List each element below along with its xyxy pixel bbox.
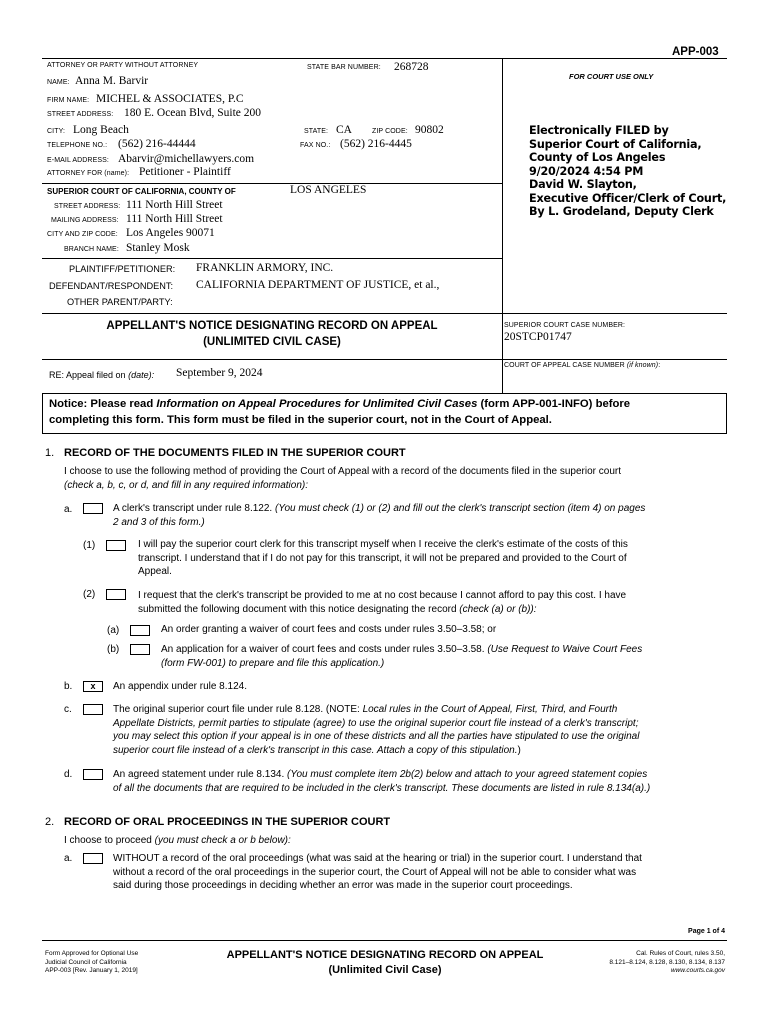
item-1a1-line: transcript. I understand that if I do not pay for this transcript, it will not be prepared and provided to the Court of <box>138 552 627 564</box>
section2-intro: I choose to proceed (you must check a or b below): <box>64 835 291 846</box>
fax-value[interactable]: (562) 216-4445 <box>340 138 412 150</box>
county-value[interactable]: LOS ANGELES <box>290 184 367 196</box>
item-1c-line3: you may select this option if your appeal is in one of these districts and all the parties have stipulated to use the original <box>113 731 640 742</box>
item-1c-line4: superior court file instead of a clerk's transcript in this case. Attach a copy of this stipulation.) <box>113 744 521 756</box>
item-1b-text: An appendix under rule 8.124. <box>113 681 247 692</box>
checkbox-1a2b[interactable] <box>130 644 150 655</box>
section1-number: 1. <box>45 447 55 459</box>
footer-rule <box>42 940 727 941</box>
footer-left-line: Judicial Council of California <box>45 958 127 966</box>
section1-intro <box>64 465 621 492</box>
email-label: E-MAIL ADDRESS: <box>47 157 109 164</box>
footer-right-line: Cal. Rules of Court, rules 3.50, <box>636 950 725 957</box>
item-2a-text <box>113 852 642 893</box>
court-mailing-label: MAILING ADDRESS: <box>51 217 119 224</box>
filed-stamp-line: 9/20/2024 4:54 PM <box>529 164 644 178</box>
header-top-rule <box>42 58 727 59</box>
case-number-label: SUPERIOR COURT CASE NUMBER: <box>504 322 626 329</box>
zip-label: ZIP CODE: <box>372 128 408 135</box>
city-label: CITY: <box>47 128 66 135</box>
footer-left-line: APP-003 [Rev. January 1, 2019] <box>45 967 138 974</box>
item-1a2-line2: submitted the following document with this notice designating the record (check (a) or (b)): <box>138 603 537 615</box>
item-1a2b-number: (b) <box>107 644 120 655</box>
street-label: STREET ADDRESS: <box>47 111 114 118</box>
state-bar-value[interactable]: 268728 <box>394 61 429 73</box>
court-bottom-rule <box>42 258 502 259</box>
form-title-line1: APPELLANT'S NOTICE DESIGNATING RECORD ON APPEAL <box>106 320 438 332</box>
name-label: NAME: <box>47 79 70 86</box>
footer-right <box>609 950 725 976</box>
state-label: STATE: <box>304 128 329 135</box>
attorney-bottom-rule <box>42 183 502 184</box>
footer-title <box>160 948 610 978</box>
other-party-label: OTHER PARENT/PARTY: <box>67 297 173 307</box>
attorney-label: ATTORNEY OR PARTY WITHOUT ATTORNEY <box>47 62 199 69</box>
filed-stamp-line: David W. Slayton, <box>529 178 637 191</box>
notice-line2: completing this form. This form must be filed in the superior court, not in the Court of Appeal. <box>49 414 552 426</box>
appeal-filed-label: RE: Appeal filed on (date): <box>49 370 155 380</box>
notice-line1: Notice: Please read Information on Appeal Procedures for Unlimited Civil Cases (form APP-001-INFO) before <box>49 398 631 410</box>
item-1a2-line: I request that the clerk's transcript be provided to me at no cost because I cannot afford to pay this cost. I have <box>138 590 627 601</box>
item-1d-line1: An agreed statement under rule 8.134. (You must complete item 2b(2) below and attach to your agreed statement copies <box>113 769 648 780</box>
section1-intro-line: I choose to use the following method of providing the Court of Appeal with a record of the documents filed in the superior court <box>64 466 621 477</box>
checkbox-1a1[interactable] <box>106 540 126 551</box>
checkbox-1b[interactable]: x <box>83 681 103 692</box>
street-value[interactable]: 180 E. Ocean Blvd, Suite 200 <box>124 107 262 119</box>
form-id: APP-003 <box>672 46 719 58</box>
fax-label: FAX NO.: <box>300 142 331 149</box>
item-1c-letter: c. <box>64 704 72 715</box>
checkbox-1d[interactable] <box>83 769 103 780</box>
plaintiff-label: PLAINTIFF/PETITIONER: <box>69 264 176 274</box>
item-1c-line1: The original superior court file under rule 8.128. (NOTE: Local rules in the Court of Appeal, First, Third, and Fourth <box>113 704 618 715</box>
filed-stamp-line: Executive Officer/Clerk of Court, <box>529 191 727 205</box>
filed-stamp-line: By L. Grodeland, Deputy Clerk <box>529 205 714 218</box>
firm-value[interactable]: MICHEL & ASSOCIATES, P.C <box>96 93 244 105</box>
defendant-value[interactable]: CALIFORNIA DEPARTMENT OF JUSTICE, et al., <box>196 279 440 291</box>
header-divider <box>502 58 503 313</box>
item-1d-letter: d. <box>64 769 73 780</box>
item-1a2b-text <box>161 643 642 670</box>
item-1a2a-number: (a) <box>107 625 120 636</box>
court-cityzip-label: CITY AND ZIP CODE: <box>47 231 118 238</box>
item-1a2a-text: An order granting a waiver of court fees and costs under rules 3.50–3.58; or <box>161 624 497 635</box>
email-value[interactable]: Abarvir@michellawyers.com <box>118 153 255 165</box>
filed-stamp <box>529 124 726 219</box>
state-bar-label: STATE BAR NUMBER: <box>307 64 381 71</box>
court-cityzip-value[interactable]: Los Angeles 90071 <box>126 227 215 239</box>
item-1a1-text <box>138 538 628 579</box>
item-1a2-number: (2) <box>83 589 96 600</box>
filed-stamp-line: Superior Court of California, <box>529 137 702 151</box>
attorney-for-label: ATTORNEY FOR (name): <box>47 170 130 177</box>
item-1c-text <box>113 703 639 757</box>
item-1d-line2: of all the documents that are required to be included in the clerk's transcript. These documents are listed in rule 8.134(a).) <box>113 782 651 794</box>
filed-stamp-line: County of Los Angeles <box>529 151 666 164</box>
for-court-use-label: FOR COURT USE ONLY <box>569 72 654 81</box>
court-street-label: STREET ADDRESS: <box>54 203 121 210</box>
title-box-mid-rule <box>42 359 727 360</box>
phone-label: TELEPHONE NO.: <box>47 142 108 149</box>
footer-court-website[interactable]: www.courts.ca.gov <box>670 967 725 974</box>
item-1a2-text <box>138 589 626 616</box>
section2-number: 2. <box>45 816 55 828</box>
footer-left-line: Form Approved for Optional Use <box>45 950 139 957</box>
court-street-value[interactable]: 111 North Hill Street <box>126 199 223 211</box>
footer-title-line1: APPELLANT'S NOTICE DESIGNATING RECORD ON APPEAL <box>226 949 544 961</box>
phone-value[interactable]: (562) 216-44444 <box>118 138 196 150</box>
checkbox-2a[interactable] <box>83 853 103 864</box>
checkbox-1a2[interactable] <box>106 589 126 600</box>
section1-heading: RECORD OF THE DOCUMENTS FILED IN THE SUPERIOR COURT <box>64 447 406 459</box>
checkbox-1a2a[interactable] <box>130 625 150 636</box>
zip-value[interactable]: 90802 <box>415 124 444 136</box>
footer-left <box>45 950 138 976</box>
section2-heading: RECORD OF ORAL PROCEEDINGS IN THE SUPERIOR COURT <box>64 816 391 828</box>
item-2a-line: without a record of the oral proceedings in the superior court, the Court of Appeal will not be able to consider what was <box>113 866 637 878</box>
item-1a2b-line2: (form FW-001) to prepare and file this application.) <box>161 657 385 669</box>
attorney-for-value[interactable]: Petitioner - Plaintiff <box>139 166 231 178</box>
footer-right-line: 8.121–8.124, 8.128, 8.130, 8.134, 8.137 <box>609 958 725 966</box>
state-value[interactable]: CA <box>336 124 352 136</box>
plaintiff-value[interactable]: FRANKLIN ARMORY, INC. <box>196 262 334 274</box>
item-1a-line1: A clerk's transcript under rule 8.122. (You must check (1) or (2) and fill out the clerk's transcript section (item 4) on pages <box>113 503 646 514</box>
item-1d-text <box>113 768 650 795</box>
name-value[interactable]: Anna M. Barvir <box>75 75 149 87</box>
item-1a-text <box>113 502 645 529</box>
case-number-value[interactable]: 20STCP01747 <box>504 331 572 343</box>
footer-title-line2: (Unlimited Civil Case) <box>328 964 442 976</box>
page-number: Page 1 of 4 <box>688 928 725 935</box>
county-label: SUPERIOR COURT OF CALIFORNIA, COUNTY OF <box>47 187 236 196</box>
item-1a-line2: 2 and 3 of this form.) <box>113 516 205 528</box>
item-2a-line: WITHOUT a record of the oral proceedings (what was said at the hearing or trial) in the superior court. I understand that <box>113 853 642 864</box>
item-1a1-line: I will pay the superior court clerk for this transcript myself when I receive the clerk's estimate of the costs of this <box>138 539 628 550</box>
court-mailing-value[interactable]: 111 North Hill Street <box>126 213 223 225</box>
parties-bottom-rule <box>42 313 727 314</box>
item-2a-line: said during those proceedings in deciding whether an error was made in the superior court proceedings. <box>113 880 573 891</box>
appeal-filed-date[interactable]: September 9, 2024 <box>176 367 263 379</box>
city-value[interactable]: Long Beach <box>73 124 129 136</box>
title-box-divider <box>502 313 503 393</box>
item-1c-line2: Appellate Districts, permit parties to stipulate (agree) to use the original superior court file instead of a clerk's transcript; <box>113 717 639 729</box>
item-2a-letter: a. <box>64 853 73 864</box>
item-1b-letter: b. <box>64 681 73 692</box>
filed-stamp-line: Electronically FILED by <box>529 124 669 137</box>
court-branch-value[interactable]: Stanley Mosk <box>126 242 190 254</box>
item-1a2b-line1: An application for a waiver of court fees and costs under rules 3.50–3.58. (Use Request to Waive Court Fees <box>161 644 643 655</box>
court-branch-label: BRANCH NAME: <box>64 246 119 253</box>
form-title-line2: (UNLIMITED CIVIL CASE) <box>203 336 341 348</box>
firm-label: FIRM NAME: <box>47 97 90 104</box>
item-1a-letter: a. <box>64 504 73 515</box>
checkbox-1c[interactable] <box>83 704 103 715</box>
section1-intro-line2: (check a, b, c, or d, and fill in any required information): <box>64 479 309 491</box>
item-1a1-number: (1) <box>83 540 96 551</box>
item-1a1-line: Appeal. <box>138 566 172 577</box>
checkbox-1a[interactable] <box>83 503 103 514</box>
appeal-case-label: COURT OF APPEAL CASE NUMBER (if known): <box>504 362 661 369</box>
defendant-label: DEFENDANT/RESPONDENT: <box>49 281 174 291</box>
